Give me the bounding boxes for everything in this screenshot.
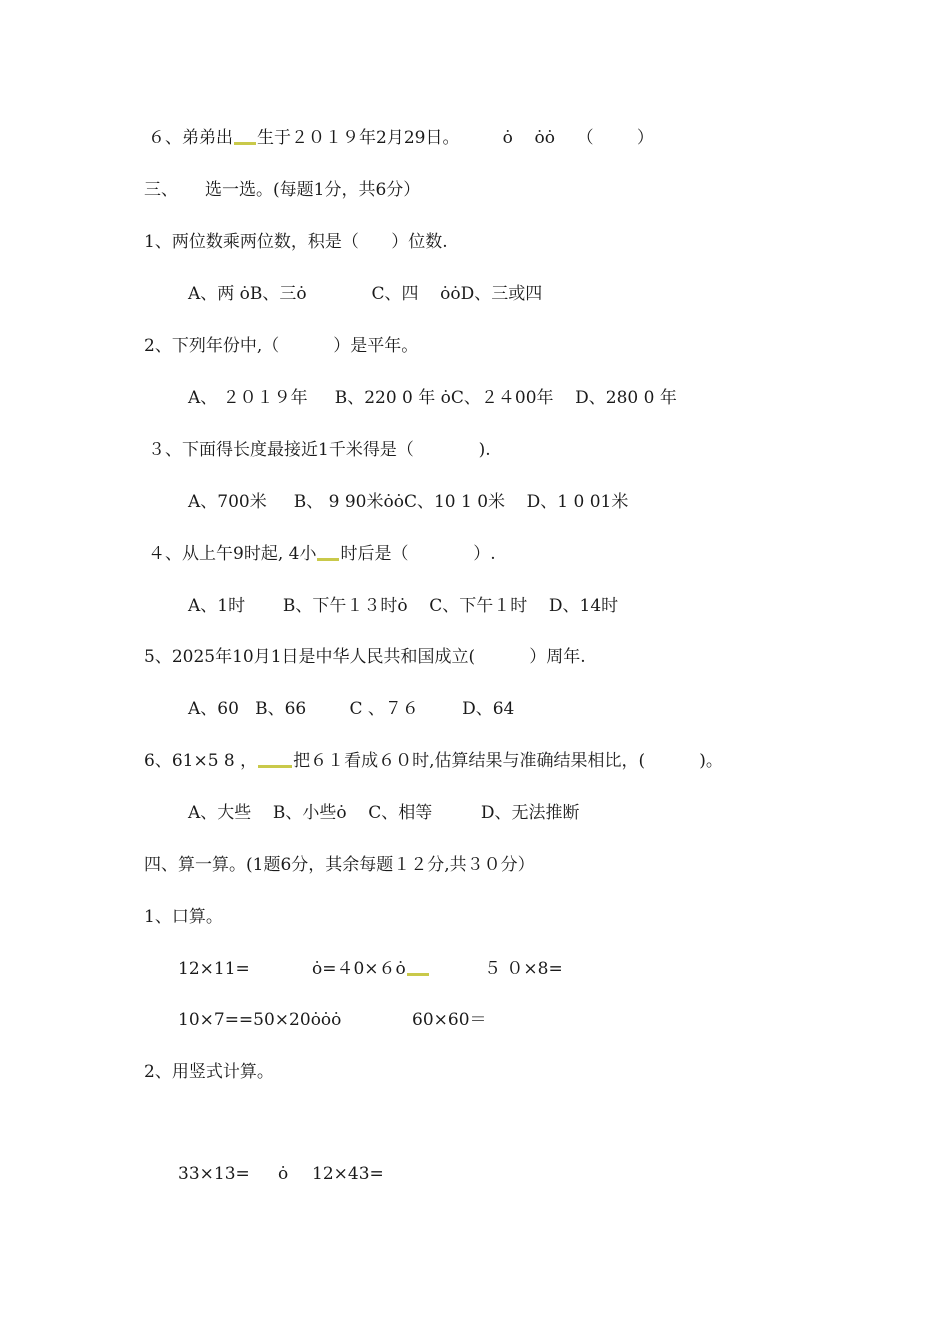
- question-3-5-options: A、60 B、66 C 、７６ D、64: [188, 699, 515, 719]
- question-3-4: ４、从上午9时起, 4小 时后是（ ）.: [148, 544, 496, 564]
- calc-item: 12×43=: [312, 1164, 384, 1184]
- highlight-mark: [407, 973, 429, 976]
- question-3-3: ３、下面得长度最接近1千米得是（ ).: [148, 440, 491, 460]
- question-3-4-options: A、1时 B、下午１３时ȯ C、下午１时 D、14时: [188, 596, 619, 616]
- question-3-6-options: A、大些 B、小些ȯ C、相等 D、无法推断: [188, 803, 580, 823]
- calc-item: 10×7==50×20ȯȯȯ: [178, 1010, 342, 1030]
- calc-item: ５ ０×8=: [484, 959, 563, 979]
- calc-item: 12×11=: [178, 959, 250, 979]
- section-3-title: 三、 选一选。(每题1分，共6分）: [144, 180, 421, 200]
- calc-item: ȯ: [278, 1164, 289, 1184]
- calc-item: ȯ=４0×６ȯ: [312, 958, 430, 980]
- calc-item: 60×60＝: [412, 1010, 487, 1030]
- question-3-3-options: A、700米 B、 9 90米ȯȯC、10 1 0米 D、1 0 01米: [188, 492, 629, 512]
- question-3-1: 1、两位数乘两位数，积是（ ）位数.: [144, 232, 448, 252]
- question-4-1: 1、口算。: [144, 907, 223, 927]
- calc-item: 33×13=: [178, 1164, 250, 1184]
- highlight-mark: [317, 558, 339, 561]
- highlight-mark: [258, 765, 292, 768]
- question-3-6: 6、61×5 8 ， 把６１看成６０时,估算结果与准确结果相比，( )。: [144, 751, 723, 771]
- question-3-5: 5、2025年10月1日是中华人民共和国成立( ）周年.: [144, 647, 586, 667]
- question-3-2-options: A、 ２０１９年 B、220 0 年 ȯC、２４00年 D、280 0 年: [188, 388, 677, 408]
- section-4-title: 四、算一算。(1题6分，其余每题１２分,共３０分）: [144, 855, 535, 875]
- question-3-2: 2、下列年份中,（ ）是平年。: [144, 336, 419, 356]
- highlight-mark: [234, 142, 256, 145]
- question-6-birthday: ６、弟弟出 生于２０１９年2月29日。 ȯ ȯȯ （ ）: [148, 128, 654, 148]
- question-3-1-options: A、两 ȯB、三ȯ C、四 ȯȯD、三或四: [188, 284, 543, 304]
- question-4-2: 2、用竖式计算。: [144, 1062, 274, 1082]
